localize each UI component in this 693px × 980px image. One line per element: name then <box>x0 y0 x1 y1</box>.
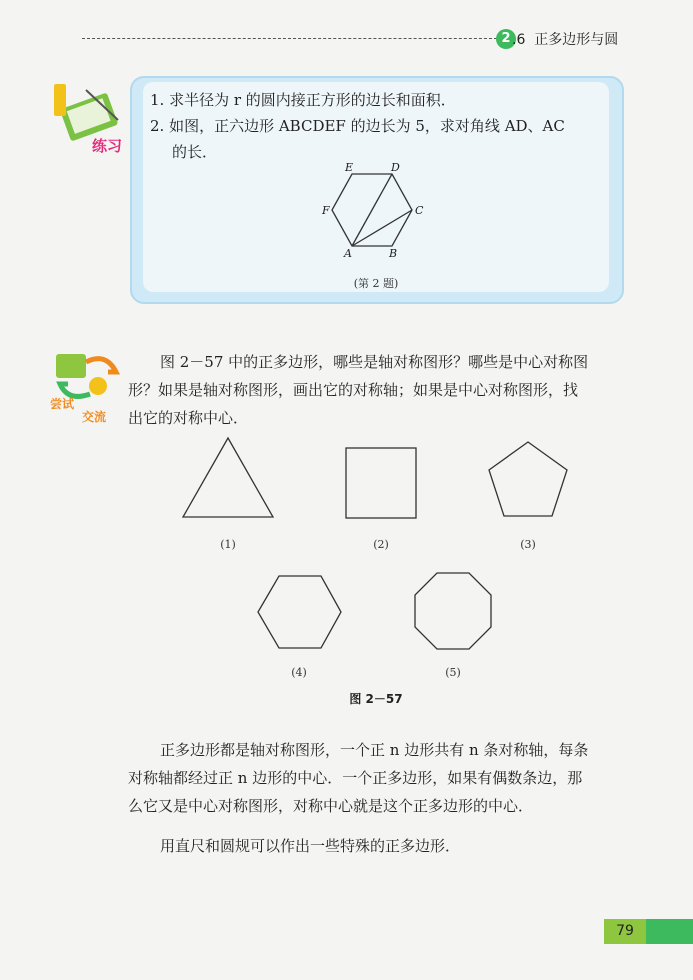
polygon-pentagon <box>489 442 567 516</box>
polygon-hexagon <box>258 576 341 648</box>
practice-item-2-line-1: 2. 如图，正六边形 ABCDEF 的边长为 5，求对角线 AD、AC <box>150 117 565 135</box>
polygon-triangle <box>183 438 273 517</box>
polygon-octagon <box>415 573 491 649</box>
figure-caption-4: (4) <box>291 666 307 679</box>
vertex-label-d: D <box>391 161 400 174</box>
vertex-label-f: F <box>322 204 330 217</box>
vertex-label-c: C <box>415 204 424 217</box>
body-p1-line-1: 正多边形都是轴对称图形，一个正 n 边形共有 n 条对称轴，每条 <box>160 741 589 759</box>
page-number: 79 <box>604 919 646 944</box>
body-p2: 用直尺和圆规可以作出一些特殊的正多边形． <box>160 837 461 855</box>
figure-caption-3: (3) <box>520 538 536 551</box>
exchange-line-1: 图 2－57 中的正多边形，哪些是轴对称图形？哪些是中心对称图 <box>160 353 589 371</box>
practice-figure-caption: (第 2 题) <box>353 277 399 290</box>
section-number: .6 <box>512 32 526 48</box>
try-label: 尝试 <box>50 397 75 411</box>
body-p1-line-2: 对称轴都经过正 n 边形的中心．一个正多边形，如果有偶数条边，那 <box>128 769 583 787</box>
chapter-badge: 2 <box>496 29 516 49</box>
figure-caption-5: (5) <box>445 666 461 679</box>
page-number-bar <box>646 919 693 944</box>
vertex-label-e: E <box>345 161 354 174</box>
exchange-line-3: 出它的对称中心． <box>128 409 249 427</box>
practice-item-1: 1. 求半径为 r 的圆内接正方形的边长和面积． <box>150 91 456 109</box>
figure-title: 图 2－57 <box>349 692 403 706</box>
polygon-square <box>346 448 416 518</box>
practice-label: 练习 <box>92 137 123 155</box>
practice-item-2-line-2: 的长． <box>172 143 218 161</box>
exchange-line-2: 形？如果是轴对称图形，画出它的对称轴；如果是中心对称图形，找 <box>128 381 579 399</box>
figure-caption-2: (2) <box>373 538 389 551</box>
body-p1-line-3: 么它又是中心对称图形，对称中心就是这个正多边形的中心． <box>128 797 534 815</box>
exchange-label: 交流 <box>82 410 107 424</box>
section-name: 正多边形与圆 <box>534 32 619 48</box>
vertex-label-b: B <box>389 247 398 260</box>
figure-caption-1: (1) <box>220 538 236 551</box>
vertex-label-a: A <box>344 247 352 260</box>
